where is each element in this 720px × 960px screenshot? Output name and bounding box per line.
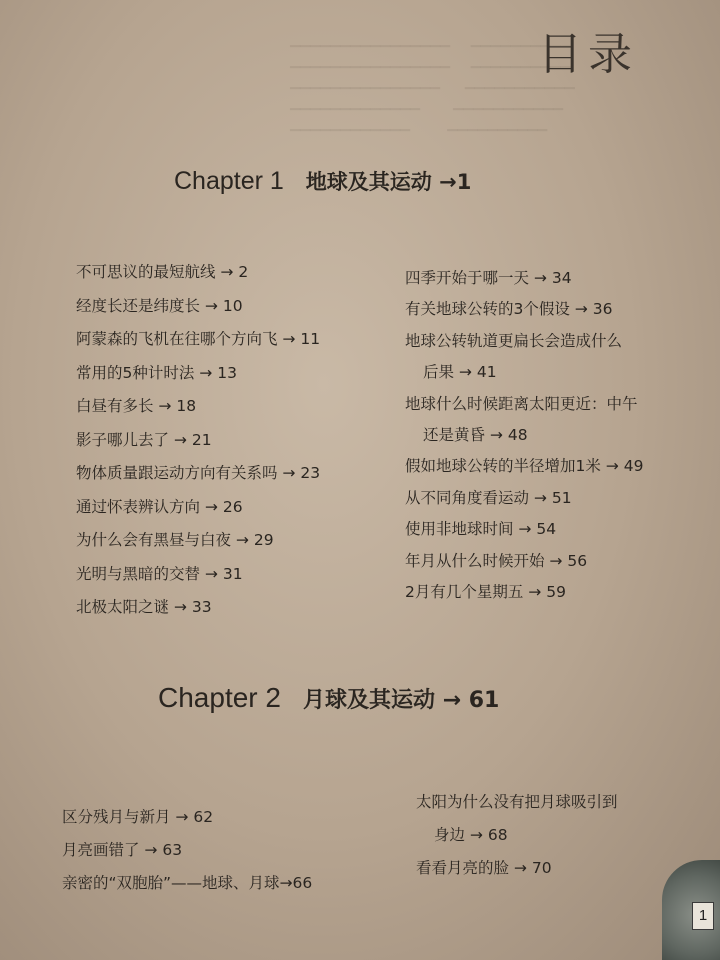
toc-entry[interactable]: 为什么会有黑昼与白夜 → 29 [76,531,274,549]
toc-entry[interactable]: 月亮画错了 → 63 [62,841,183,859]
toc-entry[interactable]: 影子哪儿去了 → 21 [76,430,212,449]
toc-entry[interactable]: 假如地球公转的半径增加1米 → 49 [405,457,644,476]
toc-entry[interactable]: 地球什么时候距离太阳更近：中午 [405,394,638,413]
chapter-1-left-entries [76,260,320,629]
chapter-name: 月球及其运动 → 61 [302,688,500,713]
chapter-2-heading[interactable] [158,682,499,714]
toc-entry[interactable]: 阿蒙森的飞机在往哪个方向飞 → 11 [76,330,321,348]
toc-entry[interactable]: 北极太阳之谜 → 33 [76,598,212,616]
chapter-label: Chapter 1 [174,167,284,195]
toc-entry[interactable]: 从不同角度看运动 → 51 [405,488,572,507]
show-through-texture: ▁▁▁▁▁▁▁▁▁▁▁▁▁▁▁▁ ▁▁▁▁▁▁▁▁▁▁ ▁▁▁▁▁▁▁▁▁▁▁▁▁▁▁▁ ▁▁▁▁▁▁▁▁▁▁ ▁▁▁▁▁▁▁▁▁▁▁▁▁▁▁ ▁▁▁▁▁▁▁▁▁▁▁ ▁▁▁▁▁▁▁▁▁▁▁▁▁ ▁▁▁▁▁▁▁▁▁▁▁ ▁▁▁▁▁▁▁▁▁▁▁▁ ▁▁▁▁▁▁▁▁▁▁ [290,33,575,132]
chapter-name: 地球及其运动 →1 [305,170,472,194]
toc-entry[interactable]: 四季开始于哪一天 → 34 [405,269,572,287]
chapter-label: Chapter 2 [158,682,281,713]
toc-entry[interactable]: 太阳为什么没有把月球吸引到 [416,793,618,811]
toc-entry[interactable]: 年月从什么时候开始 → 56 [405,551,588,570]
chapter-2-right-entries [416,790,618,889]
chapter-1-right-entries [405,266,643,611]
toc-entry-continuation[interactable]: 后果 → 41 [423,363,497,382]
toc-entry[interactable]: 使用非地球时间 → 54 [405,520,557,539]
toc-entry[interactable]: 通过怀表辨认方向 → 26 [76,497,243,516]
toc-entry[interactable]: 物体质量跟运动方向有关系吗 → 23 [76,464,321,482]
chapter-1-heading[interactable] [174,166,471,196]
chapter-2-left-entries [62,805,312,904]
toc-entry[interactable]: 亲密的“双胞胎”——地球、月球→66 [62,874,313,892]
page-number: 1 [692,902,714,930]
toc-entry[interactable]: 地球公转轨道更扁长会造成什么 [405,331,623,350]
toc-entry[interactable]: 不可思议的最短航线 → 2 [76,263,249,281]
toc-entry-continuation[interactable]: 身边 → 68 [434,826,508,844]
toc-entry[interactable]: 区分残月与新月 → 62 [62,808,214,826]
toc-entry[interactable]: 白昼有多长 → 18 [76,397,197,415]
toc-entry[interactable]: 常用的5种计时法 → 13 [76,363,237,382]
toc-title: 目录 [538,29,638,80]
toc-entry-continuation[interactable]: 还是黄昏 → 48 [423,425,528,444]
toc-entry[interactable]: 经度长还是纬度长 → 10 [76,296,243,315]
toc-entry[interactable]: 看看月亮的脸 → 70 [416,859,552,877]
toc-entry[interactable]: 2月有几个星期五 → 59 [405,582,566,601]
toc-entry[interactable]: 光明与黑暗的交替 → 31 [76,564,243,583]
toc-entry[interactable]: 有关地球公转的3个假设 → 36 [405,300,613,319]
